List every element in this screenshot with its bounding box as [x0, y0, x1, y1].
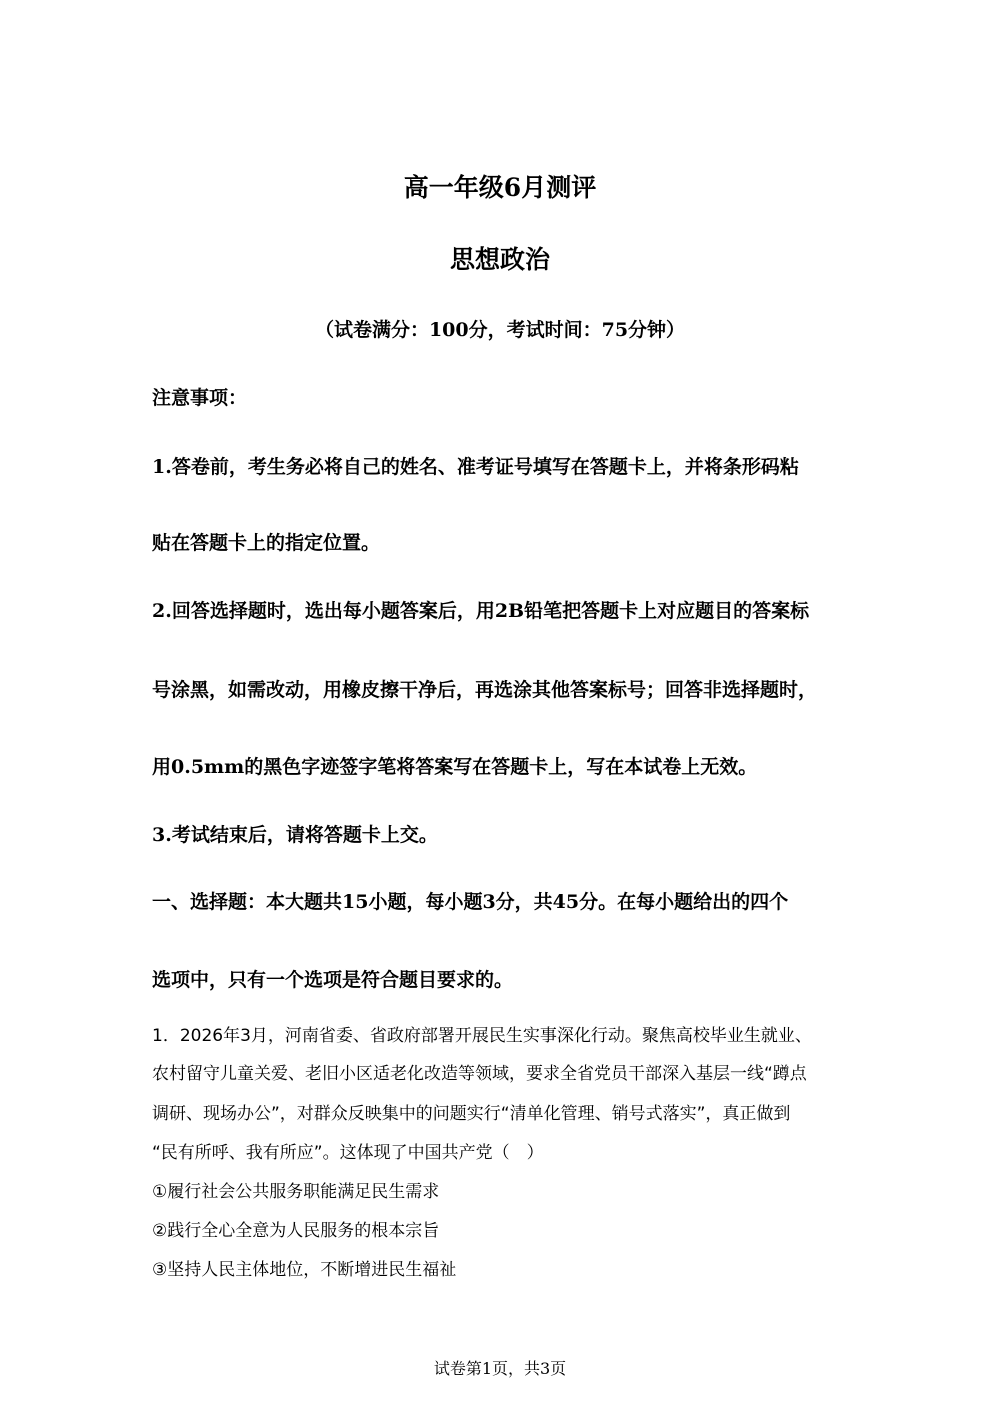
- notes-line: 号涂黑，如需改动，用橡皮擦干净后，再选涂其他答案标号；回答非选择题时，: [152, 679, 818, 701]
- notes-line: 1.答卷前，考生务必将自己的姓名、准考证号填写在答题卡上，并将条形码粘: [152, 456, 799, 478]
- question-stem-line: 农村留守儿童关爱、老旧小区适老化改造等领域，要求全省党员干部深入基层一线“蹲点: [152, 1064, 807, 1084]
- section-heading-line: 一、选择题：本大题共15小题，每小题3分，共45分。在每小题给出的四个: [152, 891, 789, 913]
- question-stem-line: 调研、现场办公”，对群众反映集中的问题实行“清单化管理、销号式落实”，真正做到: [152, 1104, 791, 1124]
- question-option: ②践行全心全意为人民服务的根本宗旨: [152, 1221, 440, 1241]
- notes-line: 3.考试结束后，请将答题卡上交。: [152, 824, 438, 846]
- notes-line: 2.回答选择题时，选出每小题答案后，用2B铅笔把答题卡上对应题目的答案标: [152, 600, 810, 622]
- page-footer: 试卷第1页，共3页: [433, 1359, 567, 1378]
- question-stem-line: 1．2026年3月，河南省委、省政府部署开展民生实事深化行动。聚焦高校毕业生就业、: [152, 1026, 812, 1046]
- question-option: ③坚持人民主体地位，不断增进民生福祉: [152, 1260, 457, 1280]
- question-option: ①履行社会公共服务职能满足民生需求: [152, 1182, 440, 1202]
- subject-title: 思想政治: [449, 245, 550, 274]
- notes-heading: 注意事项：: [152, 387, 248, 409]
- section-heading-line: 选项中，只有一个选项是符合题目要求的。: [152, 969, 514, 991]
- exam-info: （试卷满分：100分，考试时间：75分钟）: [314, 319, 686, 341]
- notes-line: 贴在答题卡上的指定位置。: [152, 532, 381, 554]
- notes-line: 用0.5mm的黑色字迹签字笔将答案写在答题卡上，写在本试卷上无效。: [152, 756, 758, 778]
- exam-title: 高一年级6月测评: [403, 173, 597, 202]
- question-stem-line: “民有所呼、我有所应”。这体现了中国共产党（ ）: [152, 1143, 544, 1163]
